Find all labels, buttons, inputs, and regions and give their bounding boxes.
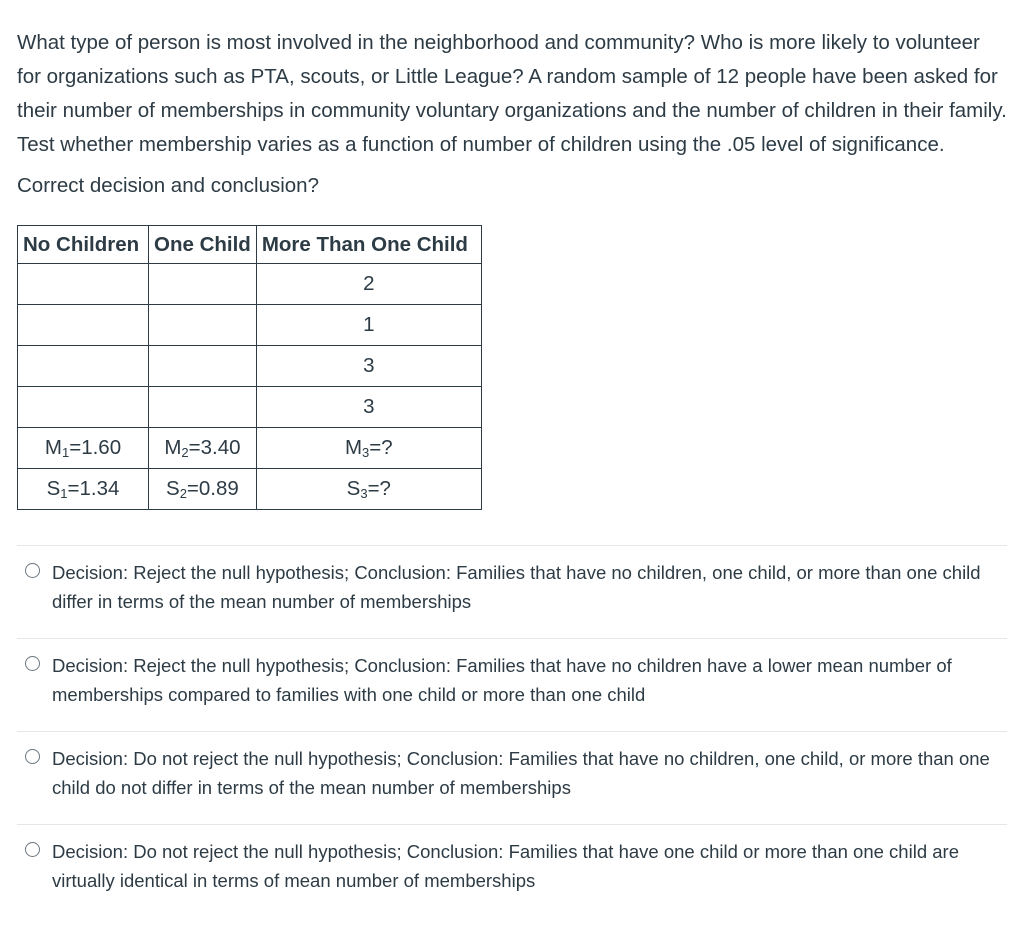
question-prompt: Correct decision and conclusion? [17, 174, 319, 197]
table-cell: 1 [256, 305, 481, 346]
sd-row [18, 469, 482, 510]
table-cell [18, 305, 149, 346]
answer-label[interactable]: Decision: Reject the null hypothesis; Conclusion: Families that have no children, one child, or more than one child differ in terms of the mean number of memberships [52, 562, 981, 612]
mean-subscript: 3 [362, 445, 370, 460]
sd-no-children [18, 469, 149, 510]
sd-more-than-one-child [256, 469, 481, 510]
sd-symbol: S [346, 477, 361, 500]
mean-symbol: M [344, 436, 363, 459]
mean-more-than-one-child [256, 428, 481, 469]
answer-label[interactable]: Decision: Do not reject the null hypothesis; Conclusion: Families that have no children, one child, or more than one child do not differ in terms of the mean number of memberships [52, 748, 990, 798]
sd-value: =? [367, 477, 391, 500]
table-row [18, 346, 482, 387]
mean-symbol: M [164, 436, 182, 459]
table-cell: 2 [256, 264, 481, 305]
mean-value: =3.40 [188, 436, 241, 459]
radio-button[interactable] [25, 563, 40, 578]
table-cell: 3 [256, 387, 481, 428]
table-cell [149, 264, 257, 305]
answer-option-2[interactable] [17, 638, 1007, 731]
answer-option-1[interactable] [17, 545, 1007, 638]
answer-option-3[interactable] [17, 731, 1007, 824]
answer-label[interactable]: Decision: Reject the null hypothesis; Conclusion: Families that have no children have a lower mean number of memberships compared to families with one child or more than one child [52, 655, 952, 705]
radio-button[interactable] [25, 749, 40, 764]
sd-subscript: 2 [179, 486, 187, 501]
mean-no-children [18, 428, 149, 469]
answer-option-4[interactable] [17, 824, 1007, 917]
table-cell [18, 264, 149, 305]
table-row [18, 305, 482, 346]
table-cell [149, 387, 257, 428]
data-table [17, 225, 482, 510]
table-cell [149, 305, 257, 346]
sd-symbol: S [46, 477, 61, 500]
means-row [18, 428, 482, 469]
answer-list [17, 545, 1007, 917]
mean-symbol: M [44, 436, 62, 459]
header-no-children: No Children [18, 226, 149, 264]
table-header-row [18, 226, 482, 264]
radio-button[interactable] [25, 656, 40, 671]
mean-subscript: 2 [181, 445, 189, 460]
sd-one-child [149, 469, 257, 510]
sd-subscript: 1 [60, 486, 68, 501]
mean-one-child [149, 428, 257, 469]
header-one-child: One Child [149, 226, 257, 264]
table-cell [18, 387, 149, 428]
header-more-than-one-child: More Than One Child [256, 226, 481, 264]
table-row [18, 387, 482, 428]
mean-value: =? [369, 436, 393, 459]
table-cell [149, 346, 257, 387]
sd-symbol: S [166, 477, 180, 500]
table-cell [18, 346, 149, 387]
mean-value: =1.60 [69, 436, 122, 459]
sd-value: =0.89 [186, 477, 239, 500]
sd-value: =1.34 [67, 477, 120, 500]
answer-label[interactable]: Decision: Do not reject the null hypothesis; Conclusion: Families that have one child or more than one child are virtually identical in terms of mean number of memberships [52, 841, 959, 891]
table-cell: 3 [256, 346, 481, 387]
question-text: What type of person is most involved in the neighborhood and community? Who is more likely to volunteer for organizations such as PTA, scouts, or Little League? A random sample of 12 people have been asked for their number of memberships in community voluntary organizations and the number of children in their family. Test whether membership varies as a function of number of children using the .05 level of significance. [17, 31, 1007, 156]
sd-subscript: 3 [360, 486, 368, 501]
mean-subscript: 1 [61, 445, 70, 460]
table-row [18, 264, 482, 305]
radio-button[interactable] [25, 842, 40, 857]
